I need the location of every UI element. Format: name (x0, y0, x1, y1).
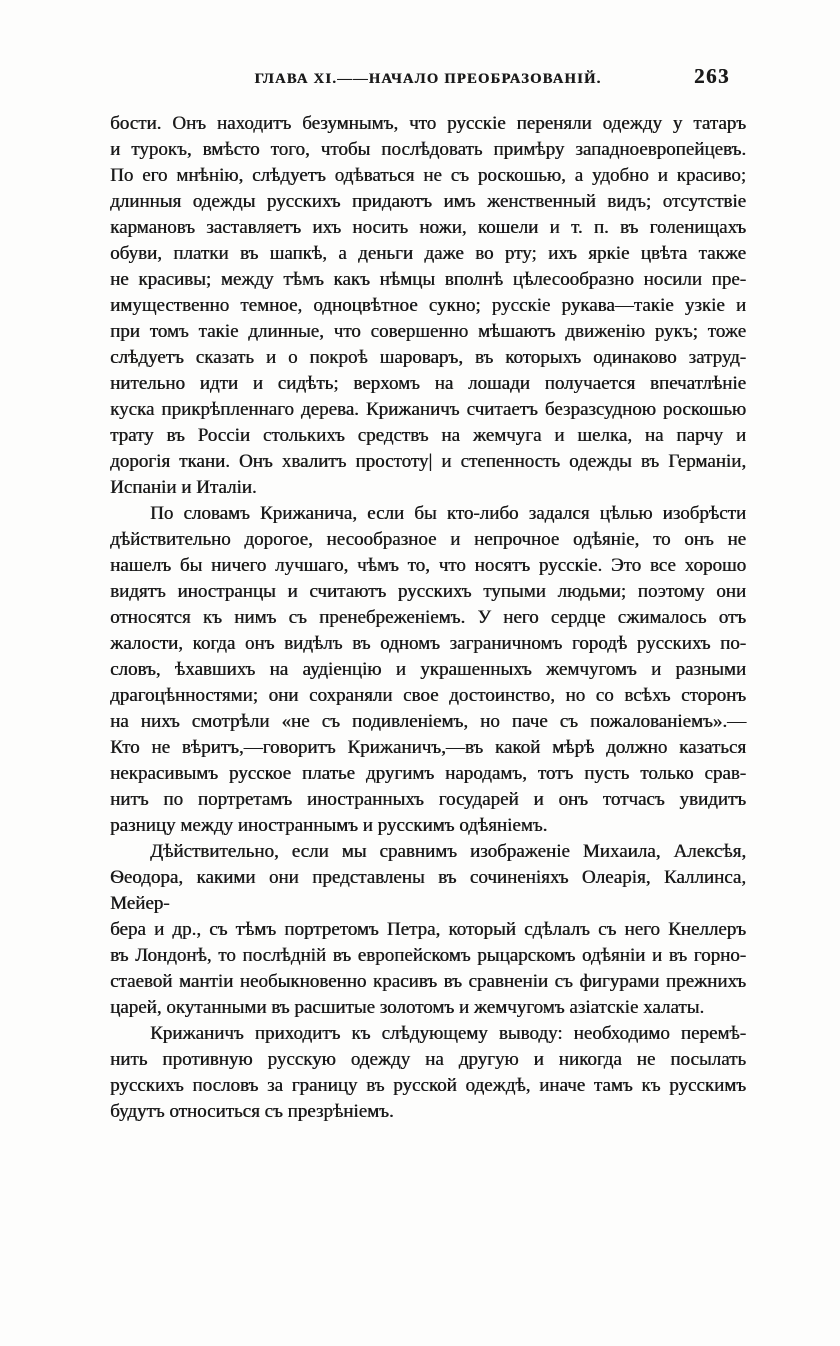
text-line: жалости, когда онъ видѣлъ въ одномъ заграничномъ городѣ русскихъ по- (110, 633, 746, 654)
text-line: нашелъ бы ничего лучшаго, чѣмъ то, что носятъ русскіе. Это все хорошо (110, 555, 746, 576)
text-line: По его мнѣнію, слѣдуетъ одѣваться не съ роскошью, а удобно и красиво; (110, 165, 746, 186)
paragraph (110, 839, 746, 1021)
text-line: некрасивымъ русское платье другимъ народамъ, тотъ пусть только срав- (110, 763, 746, 784)
text-line: и турокъ, вмѣсто того, чтобы послѣдовать примѣру западноевропейцевъ. (110, 139, 746, 160)
text-line: нить противную русскую одежду на другую и никогда не посылать (110, 1049, 746, 1070)
text-line: драгоцѣнностями; они сохраняли свое достоинство, но со всѣхъ сторонъ (110, 685, 746, 706)
text-line: кармановъ заставляетъ ихъ носить ножи, кошели и т. п. въ голенищахъ (110, 217, 746, 238)
text-line: Ѳеодора, какими они представлены въ сочиненіяхъ Олеарія, Каллинса, Мейер- (110, 867, 746, 914)
text-line: трату въ Россіи столькихъ средствъ на жемчуга и шелка, на парчу и (110, 425, 746, 446)
text-line: русскихъ пословъ за границу въ русской одеждѣ, иначе тамъ къ русскимъ (110, 1075, 746, 1096)
text-line: дорогія ткани. Онъ хвалитъ простоту| и степенность одежды въ Германіи, (110, 451, 746, 472)
text-line: стаевой мантіи необыкновенно красивъ въ сравненіи съ фигурами прежнихъ (110, 971, 746, 992)
text-line: нитъ по портретамъ иностранныхъ государей и онъ тотчасъ увидитъ (110, 789, 746, 810)
text-block (110, 111, 746, 1125)
text-line: словъ, ѣхавшихъ на аудіенцію и украшенныхъ жемчугомъ и разными (110, 659, 746, 680)
text-line: царей, окутанными въ расшитые золотомъ и жемчугомъ азіатскіе халаты. (110, 997, 705, 1018)
text-line: видятъ иностранцы и считаютъ русскихъ тупыми людьми; поэтому они (110, 581, 746, 602)
text-line: слѣдуетъ сказать и о покроѣ шароваръ, въ которыхъ одинаково затруд- (110, 347, 746, 368)
text-line: По словамъ Крижанича, если бы кто-либо задался цѣлью изобрѣсти (150, 503, 746, 524)
text-line: бера и др., съ тѣмъ портретомъ Петра, который сдѣлалъ съ него Кнеллеръ (110, 919, 746, 940)
text-line: разницу между иностраннымъ и русскимъ одѣяніемъ. (110, 815, 548, 836)
paragraph (110, 111, 746, 501)
chapter-title: ГЛАВА XI.——НАЧАЛО ПРЕОБРАЗОВАНІЙ. (254, 71, 602, 87)
text-line: имущественно темное, одноцвѣтное сукно; русскіе рукава—такіе узкіе и (110, 295, 746, 316)
paragraph (110, 1021, 746, 1125)
text-line: не красивы; между тѣмъ какъ нѣмцы вполнѣ цѣлесообразно носили пре- (110, 269, 746, 290)
text-line: относятся къ нимъ съ пренебреженіемъ. У него сердце сжималось отъ (110, 607, 746, 628)
text-line: длинныя одежды русскихъ придаютъ имъ женственный видъ; отсутствіе (110, 191, 746, 212)
text-line: обуви, платки въ шапкѣ, а деньги даже во рту; ихъ яркіе цвѣта также (110, 243, 746, 264)
text-line: Кто не вѣритъ,—говоритъ Крижаничъ,—въ какой мѣрѣ должно казаться (110, 737, 746, 758)
text-line: нительно идти и сидѣть; верхомъ на лошади получается впечатлѣніе (110, 373, 746, 394)
text-line: въ Лондонѣ, то послѣдній въ европейскомъ рыцарскомъ одѣяніи и въ горно- (110, 945, 746, 966)
page-number: 263 (694, 64, 730, 88)
text-line: Дѣйствительно, если мы сравнимъ изображеніе Михаила, Алексѣя, (150, 841, 746, 862)
text-line: Крижаничъ приходитъ къ слѣдующему выводу: необходимо перемѣ- (150, 1023, 746, 1044)
text-line: Испаніи и Италіи. (110, 477, 257, 498)
text-line: будутъ относиться съ презрѣніемъ. (110, 1101, 394, 1122)
text-line: дѣйствительно дорогое, несообразное и непрочное одѣяніе, то онъ не (110, 529, 746, 550)
text-line: на нихъ смотрѣли «не съ подивленіемъ, но паче съ пожалованіемъ».— (110, 711, 746, 732)
running-header (110, 64, 746, 92)
text-line: бости. Онъ находитъ безумнымъ, что русскіе переняли одежду у татаръ (110, 113, 746, 134)
text-line: при томъ такіе длинные, что совершенно мѣшаютъ движенію рукъ; тоже (110, 321, 746, 342)
text-line: куска прикрѣпленнаго дерева. Крижаничъ считаетъ безразсудною роскошью (110, 399, 746, 420)
paragraph (110, 501, 746, 839)
